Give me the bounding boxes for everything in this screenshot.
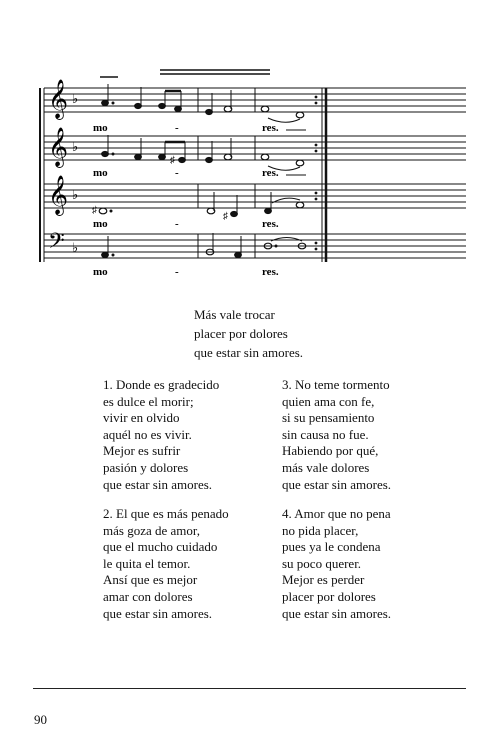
stanza-line: si su pensamiento — [282, 410, 375, 426]
treble-clef-icon — [48, 79, 68, 120]
lyrics-bass — [93, 266, 279, 278]
stanza-line: sin causa no fue. — [282, 426, 369, 442]
svg-text:♭: ♭ — [72, 241, 79, 256]
stanza-line: 1. Donde es gradecido — [103, 377, 220, 392]
stanza-line: más goza de amor, — [103, 522, 200, 538]
lyric-hyphen: - — [175, 266, 179, 278]
svg-text:𝄞: 𝄞 — [48, 79, 69, 119]
lyric-syllable: mo — [93, 122, 108, 134]
stanza-line: que estar sin amores. — [282, 605, 392, 621]
stanza-line: 4. Amor que no pena — [282, 506, 391, 521]
refrain — [194, 305, 303, 362]
treble-clef-icon — [48, 175, 68, 216]
stanza-line: aquél no es vivir. — [103, 426, 192, 442]
flat-icon — [72, 92, 78, 256]
lyrics-tenor — [93, 218, 279, 230]
refrain-line: placer por dolores — [194, 326, 288, 341]
notes-bass — [102, 233, 306, 258]
stanza-line: quien ama con fe, — [282, 393, 375, 409]
stanza-line: amar con dolores — [103, 588, 193, 604]
svg-text:𝄞: 𝄞 — [48, 127, 69, 167]
notes-soprano — [102, 84, 304, 122]
stanza-line: Habiendo por qué, — [282, 443, 379, 459]
footer-divider — [33, 688, 466, 689]
stanza-line: que estar sin amores. — [282, 476, 392, 492]
notes-alto — [102, 135, 304, 170]
stanza-line: placer por dolores — [282, 588, 376, 604]
music-score — [0, 0, 500, 285]
stanza-line: que estar sin amores. — [103, 476, 213, 492]
svg-text:𝄞: 𝄞 — [48, 175, 69, 215]
refrain-line: Más vale trocar — [194, 307, 275, 322]
stanza-line: vivir en olvido — [103, 410, 180, 426]
stanza-line: le quita el temor. — [103, 555, 191, 571]
stanza-line: más vale dolores — [282, 459, 370, 475]
lyric-hyphen: - — [175, 218, 179, 230]
lyric-syllable: res. — [262, 218, 279, 230]
lyric-hyphen: - — [175, 167, 179, 179]
lyric-syllable: res. — [262, 167, 279, 179]
lyric-syllable: res. — [262, 122, 279, 134]
final-barline — [322, 88, 326, 262]
stanza-line: no pida placer, — [282, 522, 359, 538]
lyric-syllable: mo — [93, 167, 108, 179]
stanza-line: 2. El que es más penado — [103, 506, 229, 521]
stanza-line: que el mucho cuidado — [103, 539, 218, 555]
lyric-hyphen: - — [175, 122, 179, 134]
page-number: 90 — [34, 712, 47, 727]
svg-text:𝄢: 𝄢 — [48, 229, 65, 259]
stanza-line: Mejor es sufrir — [103, 443, 181, 459]
stanza-line: su poco querer. — [282, 555, 362, 571]
stanza-3 — [282, 377, 391, 493]
stanza-line: Ansí que es mejor — [103, 572, 198, 588]
lyric-syllable: res. — [262, 266, 279, 278]
stanza-line: que estar sin amores. — [103, 605, 213, 621]
svg-text:♭: ♭ — [72, 92, 79, 107]
svg-text:♯: ♯ — [170, 155, 175, 166]
lyrics-alto — [93, 167, 306, 179]
lyric-syllable: mo — [93, 266, 108, 278]
stanza-line: Mejor es perder — [282, 572, 365, 588]
svg-text:♭: ♭ — [72, 140, 79, 155]
lyric-syllable: mo — [93, 218, 108, 230]
treble-clef-icon — [48, 127, 68, 168]
refrain-line: que estar sin amores. — [194, 345, 304, 360]
svg-text:♯: ♯ — [92, 205, 97, 216]
stanza-line: 3. No teme tormento — [282, 377, 390, 392]
stanza-1 — [103, 377, 219, 493]
lyrics-soprano — [93, 122, 306, 134]
stanza-line: pues ya le condena — [282, 539, 381, 555]
stanza-4 — [282, 506, 391, 622]
stanza-line: es dulce el morir; — [103, 393, 194, 409]
svg-text:♯: ♯ — [223, 211, 228, 222]
svg-text:♭: ♭ — [72, 188, 79, 203]
bass-clef-icon — [48, 229, 65, 259]
stanza-2 — [103, 506, 229, 622]
stanza-line: pasión y dolores — [103, 459, 189, 475]
